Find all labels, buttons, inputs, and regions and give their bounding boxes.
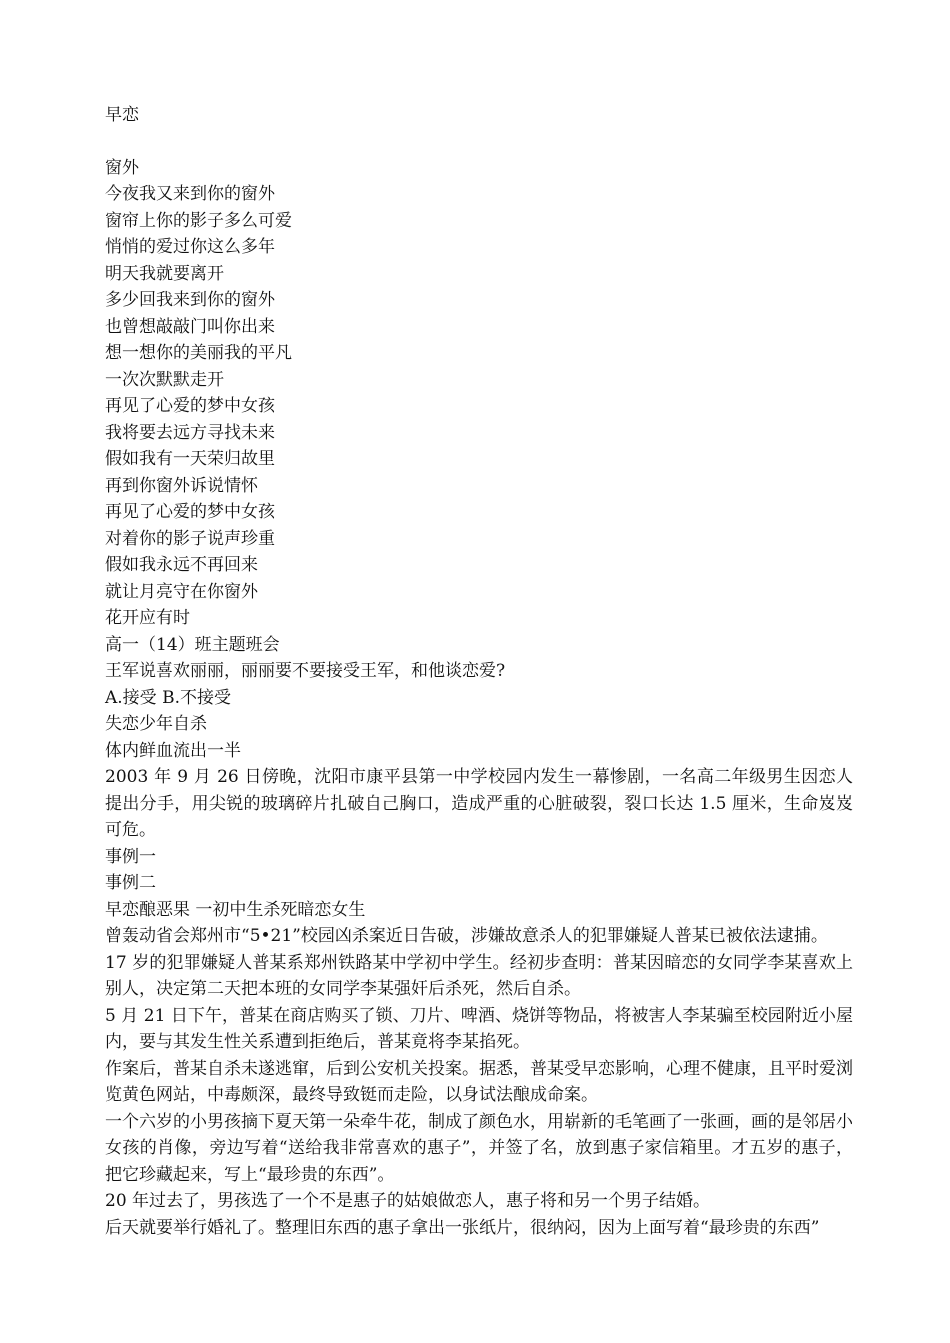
body-paragraph: 王军说喜欢丽丽，丽丽要不要接受王军，和他谈恋爱? — [105, 661, 506, 681]
body-paragraph: 作案后，普某自杀未遂逃窜，后到公安机关投案。据悉，普某受早恋影响，心理不健康，且平时爱浏览黄色网站，中毒颇深，最终导致铤而走险，以身试法酿成命案。 — [105, 1058, 853, 1105]
poem-line: 想一想你的美丽我的平凡 — [105, 343, 292, 363]
document-page — [105, 102, 853, 1241]
body-paragraph: 2003 年 9 月 26 日傍晚，沈阳市康平县第一中学校园内发生一幕惨剧，一名高二年级男生因恋人提出分手，用尖锐的玻璃碎片扎破自己胸口，造成严重的心脏破裂，裂口长达 1.5 厘米，生命岌岌可危。 — [105, 767, 853, 840]
poem-heading: 窗外 — [105, 157, 139, 178]
body-paragraph: 一个六岁的小男孩摘下夏天第一朵牵牛花，制成了颜色水，用崭新的毛笔画了一张画，画的是邻居小女孩的肖像，旁边写着“送给我非常喜欢的惠子”，并签了名，放到惠子家信箱里。才五岁的惠子，把它珍藏起来，写上“最珍贵的东西”。 — [105, 1111, 853, 1185]
poem-line: 假如我有一天荣归故里 — [105, 449, 275, 469]
poem-line: 再见了心爱的梦中女孩 — [105, 396, 275, 416]
body-paragraph: 失恋少年自杀 — [105, 714, 207, 734]
poem-line: 再到你窗外诉说情怀 — [105, 475, 258, 496]
body-paragraph: 高一（14）班主题班会 — [105, 634, 280, 655]
body-paragraph: 事例一 — [105, 846, 156, 867]
poem-line: 今夜我又来到你的窗外 — [105, 184, 275, 204]
poem-line: 明天我就要离开 — [105, 263, 224, 284]
body-paragraph: 体内鲜血流出一半 — [105, 740, 241, 761]
body-paragraph: 5 月 21 日下午，普某在商店购买了锁、刀片、啤酒、烧饼等物品，将被害人李某骗至校园附近小屋内，要与其发生性关系遭到拒绝后，普某竟将李某掐死。 — [105, 1005, 853, 1052]
document-title: 早恋 — [105, 105, 139, 125]
poem-line: 悄悄的爱过你这么多年 — [105, 237, 275, 257]
body-paragraph: A.接受 B.不接受 — [105, 687, 231, 708]
poem-line: 就让月亮守在你窗外 — [105, 581, 258, 602]
poem-lines — [105, 181, 853, 605]
body-paragraph: 早恋酿恶果 一初中生杀死暗恋女生 — [105, 899, 366, 920]
body-paragraph: 17 岁的犯罪嫌疑人普某系郑州铁路某中学初中学生。经初步查明：普某因暗恋的女同学李某喜欢上别人，决定第二天把本班的女同学李某强奸后杀死，然后自杀。 — [105, 952, 853, 999]
poem-line: 一次次默默走开 — [105, 369, 224, 390]
body-text — [105, 605, 853, 1241]
body-paragraph: 花开应有时 — [105, 608, 190, 628]
body-paragraph: 后天就要举行婚礼了。整理旧东西的惠子拿出一张纸片，很纳闷，因为上面写着“最珍贵的东西” — [105, 1217, 820, 1238]
poem-line: 我将要去远方寻找未来 — [105, 422, 275, 443]
body-paragraph: 事例二 — [105, 873, 156, 893]
body-paragraph: 曾轰动省会郑州市“5•21”校园凶杀案近日告破，涉嫌故意杀人的犯罪嫌疑人普某已被依法逮捕。 — [105, 926, 828, 946]
poem-line: 窗帘上你的影子多么可爱 — [105, 210, 292, 231]
spacer — [105, 129, 853, 155]
poem-line: 假如我永远不再回来 — [105, 555, 258, 575]
poem-line: 也曾想敲敲门叫你出来 — [105, 316, 275, 337]
body-paragraph: 20 年过去了，男孩选了一个不是惠子的姑娘做恋人，惠子将和另一个男子结婚。 — [105, 1191, 711, 1211]
poem-line: 再见了心爱的梦中女孩 — [105, 502, 275, 522]
poem-line: 多少回我来到你的窗外 — [105, 290, 275, 310]
poem-line: 对着你的影子说声珍重 — [105, 528, 275, 549]
